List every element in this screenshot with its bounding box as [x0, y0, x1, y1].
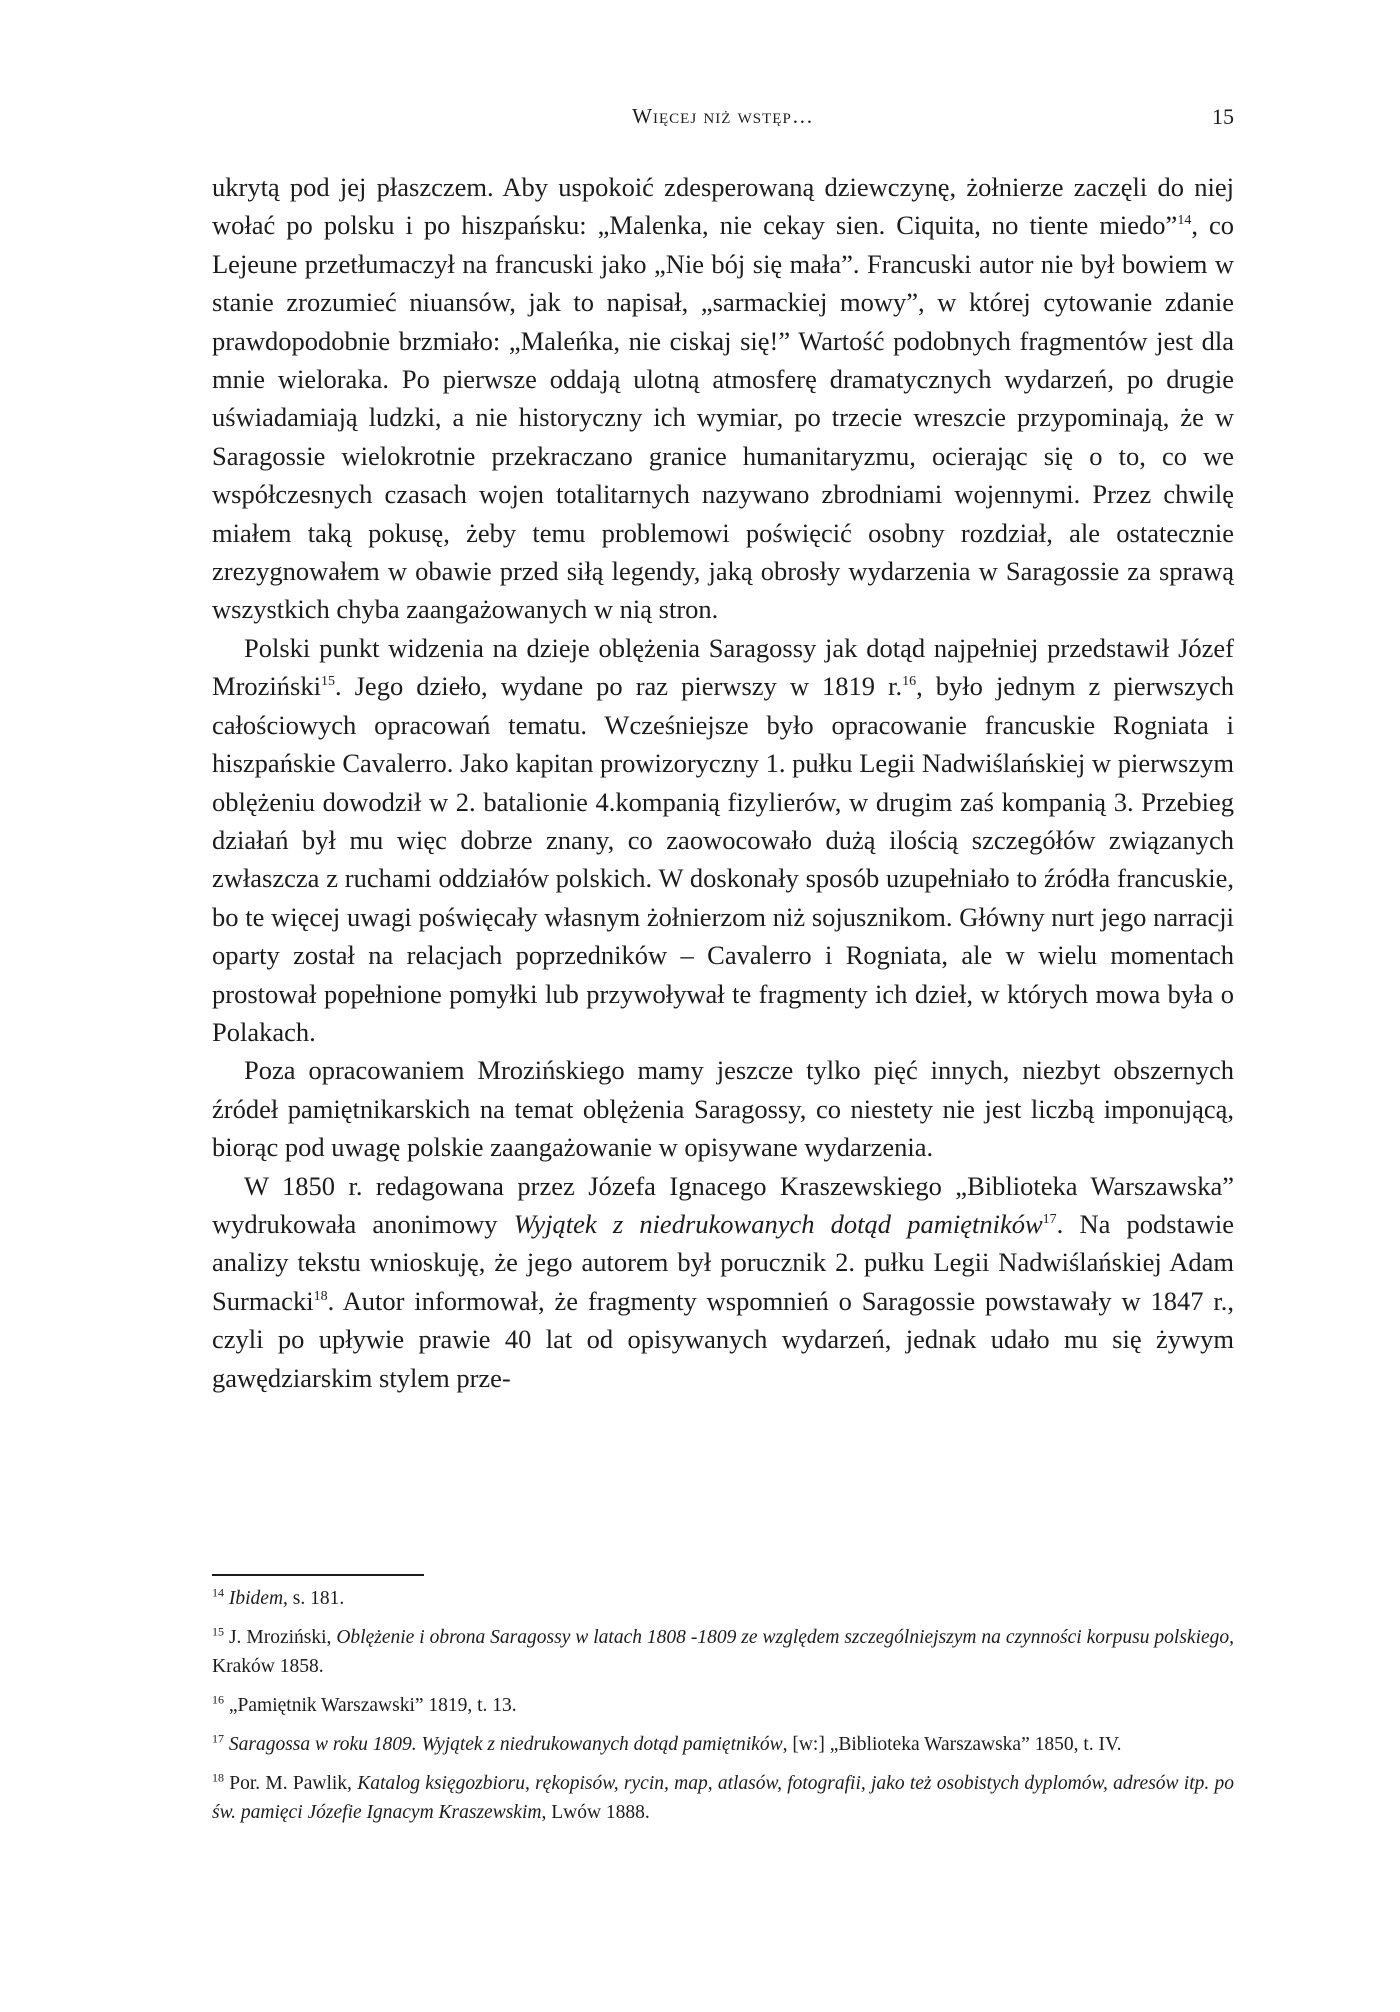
footnote-15 — [212, 1623, 1234, 1681]
paragraph-2-text-cont: . Jego dzieło, wydane po raz pierwszy w 1819 r. — [334, 671, 903, 702]
footnote-italic: Ibidem — [228, 1588, 284, 1609]
page-number: 15 — [1212, 104, 1234, 129]
footnote-number: 15 — [212, 1624, 224, 1639]
footnote-ref-14: 14 — [1177, 213, 1192, 229]
footnote-pre: Por. M. Pawlik, — [229, 1773, 358, 1794]
footnote-italic: Oblężenie i obrona Saragossy w latach 1808 -1809 ze względem szczególniejszym na czynności korpusu polskiego — [336, 1627, 1230, 1648]
footnote-rest: , s. 181. — [283, 1588, 345, 1609]
footnote-number: 17 — [212, 1731, 224, 1746]
footnote-16 — [212, 1691, 1234, 1720]
footnote-italic: Saragossa w roku 1809. Wyjątek z niedrukowanych dotąd pamiętników — [228, 1734, 783, 1755]
footnote-ref-16: 16 — [902, 674, 917, 690]
paragraph-1 — [212, 168, 1234, 629]
paragraph-4-italic-title: Wyjątek z niedrukowanych dotąd pamiętników — [513, 1208, 1043, 1239]
paragraph-2-text-end: , było jednym z pierwszych całościowych opracowań tematu. Wcześniejsze było opracowanie francuskie Rogniata i hiszpańskie Cavalerro. Jako kapitan prowizoryczny 1. pułku Legii Nadwiślańskiej w pierwszym oblężeniu dowodził w 2. batalionie 4.kompanią fizylierów, w drugim zaś kompanią 3. Przebieg działań był mu więc dobrze znany, co zaowocowało dużą ilością szczegółów związanych zwłaszcza z ruchami oddziałów polskich. W doskonały sposób uzupełniało to źródła francuskie, bo te więcej uwagi poświęcały własnym żołnierzom niż sojusznikom. Główny nurt jego narracji oparty został na relacjach poprzedników – Cavalerro i Rogniata, ale w wielu momentach prostował popełnione pomyłki lub przywoływał te fragmenty ich dzieł, w których mowa była o Polakach. — [212, 671, 1234, 1047]
footnote-number: 18 — [212, 1770, 224, 1785]
footnote-pre: J. Mroziński, — [228, 1627, 337, 1648]
footnote-rest: , Lwów 1888. — [541, 1802, 650, 1823]
footnote-17 — [212, 1730, 1234, 1759]
paragraph-4 — [212, 1167, 1234, 1397]
footnote-ref-17: 17 — [1042, 1212, 1057, 1228]
main-text — [212, 168, 1234, 1397]
footnote-rest: , Kraków 1858. — [212, 1627, 1235, 1677]
running-title: Więcej niż wstęp… — [632, 104, 814, 128]
paragraph-3-text: Poza opracowaniem Mrozińskiego mamy jeszcze tylko pięć innych, niezbyt obszernych źródeł pamiętnikarskich na temat oblężenia Saragossy, co niestety nie jest liczbą imponującą, biorąc pod uwagę polskie zaangażowanie w opisywane wydarzenia. — [212, 1055, 1234, 1163]
footnote-number: 14 — [212, 1585, 224, 1600]
page-header — [212, 104, 1234, 138]
footnote-ref-18: 18 — [313, 1288, 328, 1304]
paragraph-1-text-cont: , co Lejeune przetłumaczył na francuski jako „Nie bój się mała”. Francuski autor nie był bowiem w stanie zrozumieć niuansów, jak to napisał, „sarmackiej mowy”, w której cytowanie zdanie prawdopodobnie brzmiało: „Maleńka, nie ciskaj się!” Wartość podobnych fragmentów jest dla mnie wieloraka. Po pierwsze oddają ulotną atmosferę dramatycznych wydarzeń, po drugie uświadamiają ludzki, a nie historyczny ich wymiar, po trzecie wreszcie przypominają, że w Saragossie wielokrotnie przekraczano granice humanitaryzmu, ocierając się o to, co we współczesnych czasach wojen totalitarnych nazywano zbrodniami wojennymi. Przez chwilę miałem taką pokusę, żeby temu problemowi poświęcić osobny rozdział, ale ostatecznie zrezygnowałem w obawie przed siłą legendy, jaką obrosły wydarzenia w Saragossie za sprawą wszystkich chyba zaangażowanych w nią stron. — [212, 210, 1234, 625]
paragraph-2-text: Polski punkt widzenia na dzieje oblężenia Saragossy jak dotąd najpełniej przedstawił Józef Mroziński — [212, 632, 1234, 702]
footnote-ref-15: 15 — [320, 674, 335, 690]
paragraph-4-text: W 1850 r. redagowana przez Józefa Ignacego Kraszewskiego „Biblioteka Warszawska” wydrukowała anonimowy — [212, 1170, 1234, 1239]
footnote-italic: Katalog księgozbioru, rękopisów, rycin, map, atlasów, fotografii, jako też osobistych dyplomów, adresów itp. po św. pamięci Józefie Ignacym Kraszewskim — [212, 1773, 1235, 1823]
footnote-number: 16 — [212, 1692, 224, 1707]
paragraph-3 — [212, 1051, 1234, 1166]
footnote-18 — [212, 1769, 1234, 1827]
footnote-separator — [212, 1574, 424, 1576]
paragraph-4-text-cont: . Na podstawie analizy tekstu wnioskuję, że jego autorem był porucznik 2. pułku Legii Nadwiślańskiej Adam Surmacki — [212, 1208, 1234, 1316]
paragraph-4-text-end: . Autor informował, że fragmenty wspomnień o Saragossie powstawały w 1847 r., czyli po upływie prawie 40 lat od opisywanych wydarzeń, jednak udało mu się żywym gawędziarskim stylem prze- — [212, 1285, 1234, 1393]
paragraph-2 — [212, 629, 1234, 1051]
footnote-pre: „Pamiętnik Warszawski” 1819, t. 13. — [228, 1695, 517, 1716]
footnotes — [212, 1584, 1234, 1837]
footnote-rest: , [w:] „Biblioteka Warszawska” 1850, t. IV. — [782, 1734, 1122, 1755]
footnote-14 — [212, 1584, 1234, 1613]
paragraph-1-text: ukrytą pod jej płaszczem. Aby uspokoić zdesperowaną dziewczynę, żołnierze zaczęli do niej wołać po polsku i po hiszpańsku: „Malenka, nie cekay sien. Ciquita, no tiente miedo” — [212, 172, 1234, 241]
